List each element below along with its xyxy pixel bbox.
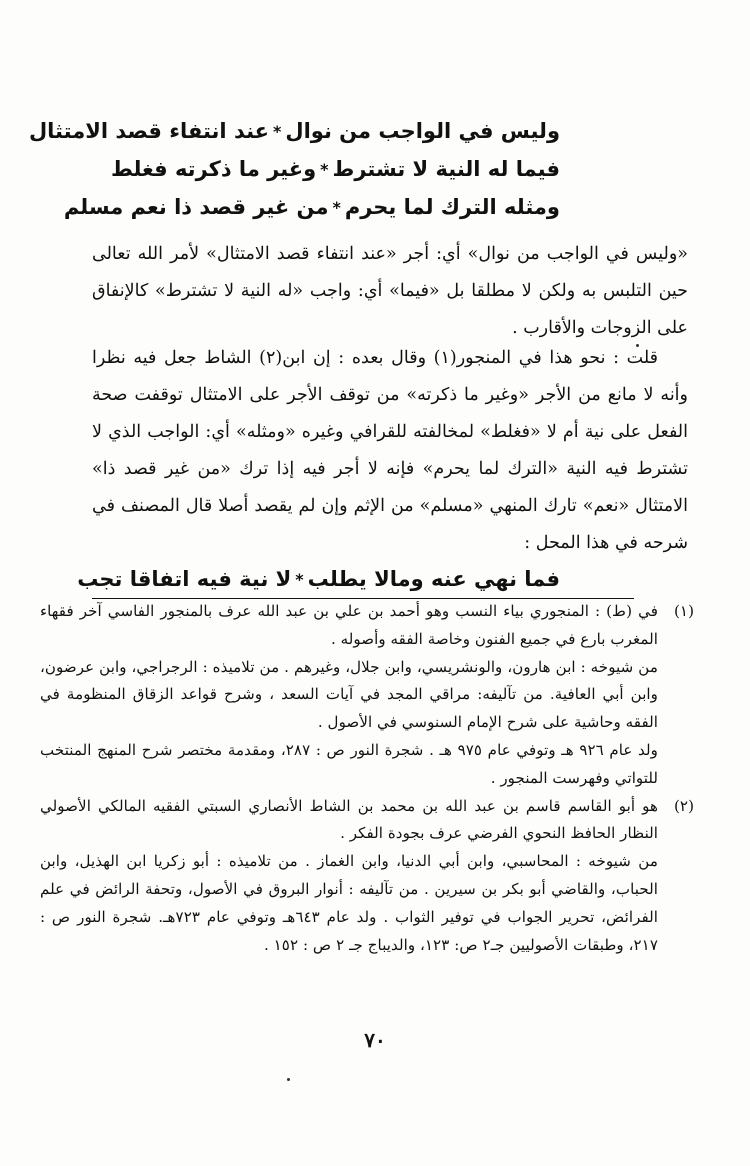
- scan-speck: [636, 344, 639, 347]
- verse-separator: *: [332, 197, 341, 217]
- hemistich-second: من غير قصد ذا نعم مسلم: [63, 195, 329, 219]
- hemistich-first: ومثله الترك لما يحرم: [344, 195, 560, 219]
- footnote-paragraph: من شيوخه : المحاسبي، وابن أبي الدنيا، وابن الغماز . من تلاميذه : أبو زكريا ابن الهذيل، وابن الحباب، والقاضي أبو بكر بن سيرين . من تآليفه : أنوار البروق في الأصول، وتحفة الرائض في علم الفرائض، تحرير الجواب في توفير الثواب . ولد عام ٦٤٣هـ وتوفي عام ٧٢٣هـ. شجرة النور ص : ٢١٧، وطبقات الأصوليين جـ٢ ص: ١٢٣، والديباج جـ ٢ ص : ١٥٢ .: [40, 852, 658, 954]
- hemistich-second: لا نية فيه اتفاقا تجب: [77, 567, 292, 591]
- scan-speck: [287, 1078, 290, 1081]
- poem-line: [63, 188, 560, 226]
- hemistich-second: عند انتفاء قصد الامتثال: [28, 119, 269, 143]
- footnote-paragraph: هو أبو القاسم قاسم بن عبد الله بن محمد بن الشاط الأنصاري السبتي الفقيه المالكي الأصولي النظار الحافظ النحوي الفرضي عرف بجودة الفكر .: [40, 796, 658, 843]
- poem-verses: [28, 112, 560, 226]
- rule-verse: [77, 560, 560, 598]
- footnote: [40, 598, 710, 793]
- poem-line: [28, 112, 560, 150]
- footnote-number: (١): [673, 602, 695, 620]
- poem-line: [110, 150, 560, 188]
- footnote-paragraph: من شيوخه : ابن هارون، والونشريسي، وابن جلال، وغيرهم . من تلاميذه : الرجراجي، وابن عرضون، وابن أبي العافية. من تآليفه: مراقي المجد في آيات السعد ، وشرح قواعد الزقاق المنظومة في الفقه وحاشية على شرح الإمام السنوسي في الأصول .: [40, 657, 658, 732]
- hemistich-first: فما نهي عنه ومالا يطلب: [307, 567, 560, 591]
- commentary-paragraph: «وليس في الواجب من نوال» أي: أجر «عند انتفاء قصد الامتثال» لأمر الله تعالى حين التلبس به ولكن لا مطلقا بل «فيما» أي: واجب «له النية لا تشترط» كالإنفاق على الزوجات والأقارب .: [92, 244, 688, 338]
- footnote-body: [40, 793, 658, 960]
- verse-separator: *: [295, 569, 304, 589]
- hemistich-second: وغير ما ذكرته فغلط: [110, 157, 317, 181]
- hemistich-first: فيما له النية لا تشترط: [332, 157, 560, 181]
- footnote-body: [40, 598, 658, 793]
- qult-paragraph: قلت : نحو هذا في المنجور(١) وقال بعده : إن ابن(٢) الشاط جعل فيه نظرا وأنه لا مانع من الأجر «وغير ما ذكرته» من توقف الأجر على الامتثال توقفت صحة الفعل على نية أم لا «فغلط» لمخالفته للقرافي وغيره «ومثله» أي: الواجب الذي لا تشترط فيه النية «الترك لما يحرم» فإنه لا أجر فيه إذا ترك «من غير قصد ذا» الامتثال «نعم» تارك المنهي «مسلم» من الإثم وإن لم يقصد أصلا قال المصنف في شرحه في هذا المحل :: [92, 348, 688, 553]
- footnotes: [40, 598, 710, 959]
- poem-line: [77, 560, 560, 598]
- verse-separator: *: [320, 159, 329, 179]
- footnote-paragraph: ولد عام ٩٢٦ هـ وتوفي عام ٩٧٥ هـ . شجرة النور ص : ٢٨٧، ومقدمة مختصر شرح المنهج المنتخب للتواتي وفهرست المنجور .: [40, 740, 658, 787]
- footnote-number: (٢): [673, 796, 695, 815]
- page-number: ٧٠: [364, 1028, 386, 1052]
- hemistich-first: وليس في الواجب من نوال: [285, 119, 560, 143]
- verse-separator: *: [273, 121, 282, 141]
- footnote-paragraph: في (ط) : المنجوري بياء النسب وهو أحمد بن علي بن عبد الله عرف بالمنجور الفاسي آخر فقهاء المغرب بارع في جميع الفنون وخاصة الفقه وأصوله .: [40, 602, 658, 648]
- footnote: [40, 793, 710, 960]
